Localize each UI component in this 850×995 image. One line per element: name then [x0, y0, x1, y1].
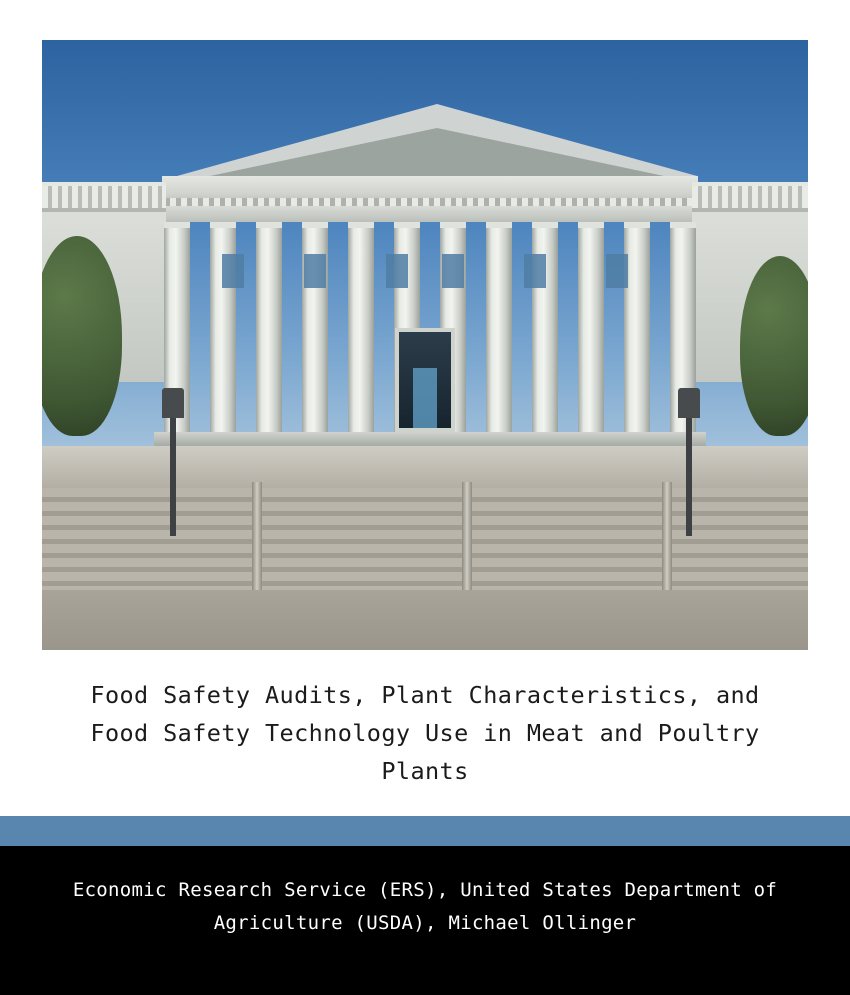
lamp-post	[686, 416, 692, 536]
main-entrance-doorway	[395, 328, 455, 432]
right-balustrade	[692, 182, 808, 212]
lamp-head	[162, 388, 184, 418]
left-balustrade	[42, 182, 166, 212]
stylobate	[154, 432, 706, 446]
window	[606, 254, 628, 288]
pediment-sculpture	[210, 128, 664, 176]
tree	[740, 256, 808, 436]
door-panel	[413, 368, 437, 428]
column	[256, 222, 282, 432]
column	[348, 222, 374, 432]
column	[578, 222, 604, 432]
book-title: Food Safety Audits, Plant Characteristics, and Food Safety Technology Use in Meat and Poultry Plants	[90, 681, 760, 786]
upper-terrace	[42, 446, 808, 488]
window	[304, 254, 326, 288]
plaza-foreground	[42, 590, 808, 650]
author-band	[0, 846, 850, 995]
window	[524, 254, 546, 288]
capitol-building-illustration	[42, 86, 808, 650]
title-band	[42, 650, 808, 810]
window	[386, 254, 408, 288]
architrave	[154, 206, 706, 222]
lamp-head	[678, 388, 700, 418]
lamp-post	[170, 416, 176, 536]
column	[486, 222, 512, 432]
window	[222, 254, 244, 288]
cover-photo	[42, 40, 808, 650]
accent-strip	[0, 816, 850, 846]
book-authors: Economic Research Service (ERS), United States Department of Agriculture (USDA), Michael Ollinger	[72, 879, 778, 934]
window	[442, 254, 464, 288]
